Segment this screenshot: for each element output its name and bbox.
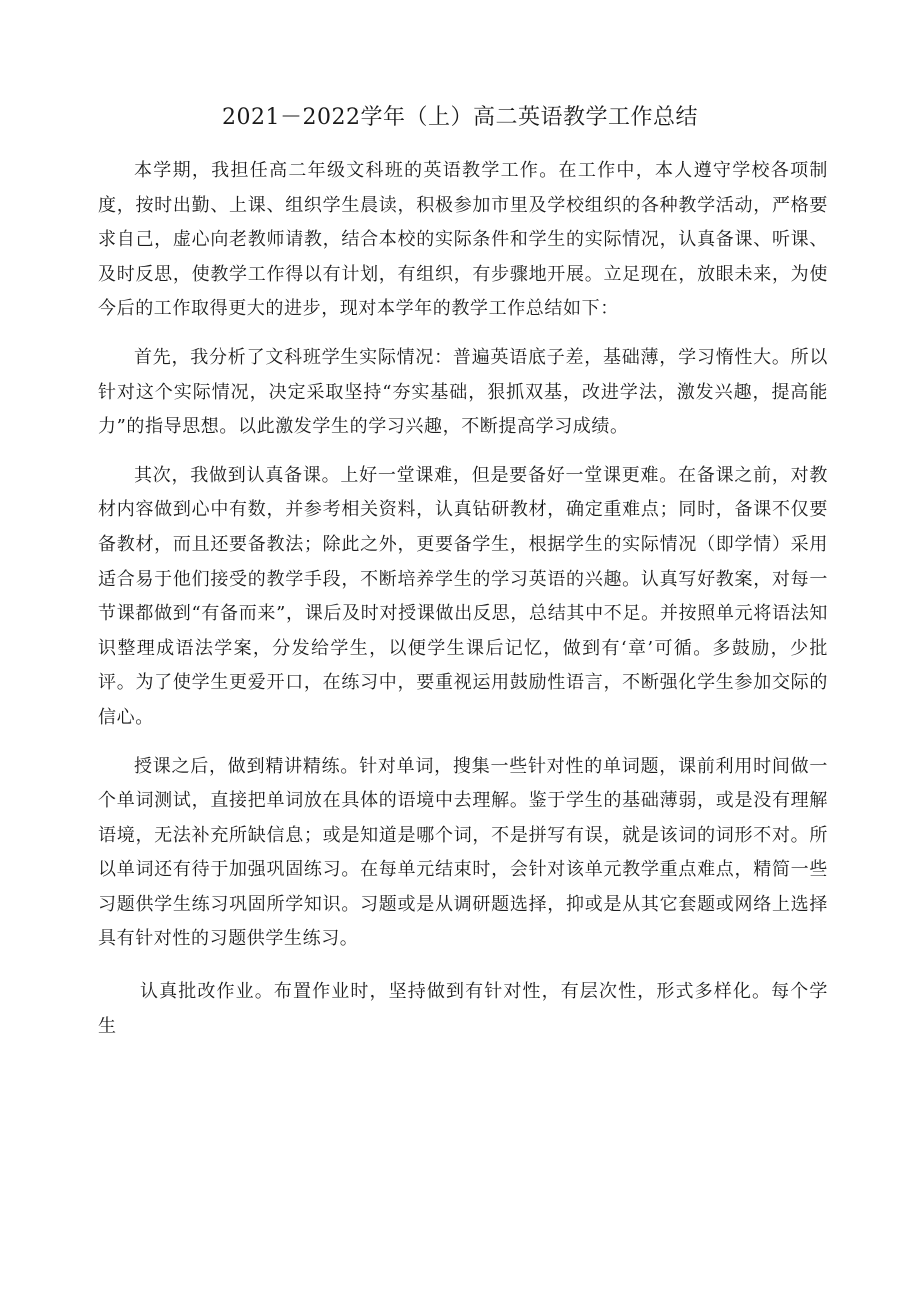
document-body (98, 154, 828, 1044)
paragraph-homework: 认真批改作业。布置作业时，坚持做到有针对性，有层次性，形式多样化。每个学生 (98, 981, 828, 1037)
paragraph-analysis: 首先，我分析了文科班学生实际情况：普遍英语底子差，基础薄，学习惰性大。所以针对这个实际情况，决定采取坚持“夯实基础，狠抓双基，改进学法，激发兴趣，提高能力”的指导思想。以此激发学生的学习兴趣，不断提高学习成绩。 (98, 346, 828, 438)
document-title: 2021－2022学年（上）高二英语教学工作总结 (222, 105, 698, 130)
paragraph-lesson-prep: 其次，我做到认真备课。上好一堂课难，但是要备好一堂课更难。在备课之前，对教材内容做到心中有数，并参考相关资料，认真钻研教材，确定重难点；同时，备课不仅要备教材，而且还要备教法；除此之外，更要备学生，根据学生的实际情况（即学情）采用适合易于他们接受的教学手段，不断培养学生的学习英语的兴趣。认真写好教案，对每一节课都做到“有备而来”，课后及时对授课做出反思，总结其中不足。并按照单元将语法知识整理成语法学案，分发给学生，以便学生课后记忆，做到有‘章’可循。多鼓励，少批评。为了使学生更爱开口，在练习中，要重视运用鼓励性语言，不断强化学生参加交际的信心。 (98, 464, 828, 728)
paragraph-teaching: 授课之后，做到精讲精练。针对单词，搜集一些针对性的单词题，课前利用时间做一个单词测试，直接把单词放在具体的语境中去理解。鉴于学生的基础薄弱，或是没有理解语境，无法补充所缺信息；或是知道是哪个词，不是拼写有误，就是该词的词形不对。所以单词还有待于加强巩固练习。在每单元结束时，会针对该单元教学重点难点，精简一些习题供学生练习巩固所学知识。习题或是从调研题选择，抑或是从其它套题或网络上选择具有针对性的习题供学生练习。 (98, 755, 828, 950)
paragraph-intro: 本学期，我担任高二年级文科班的英语教学工作。在工作中，本人遵守学校各项制度，按时出勤、上课、组织学生晨读，积极参加市里及学校组织的各种教学活动，严格要求自己，虚心向老教师请教，结合本校的实际条件和学生的实际情况，认真备课、听课、及时反思，使教学工作得以有计划，有组织，有步骤地开展。立足现在，放眼未来，为使今后的工作取得更大的进步，现对本学年的教学工作总结如下： (98, 160, 828, 320)
